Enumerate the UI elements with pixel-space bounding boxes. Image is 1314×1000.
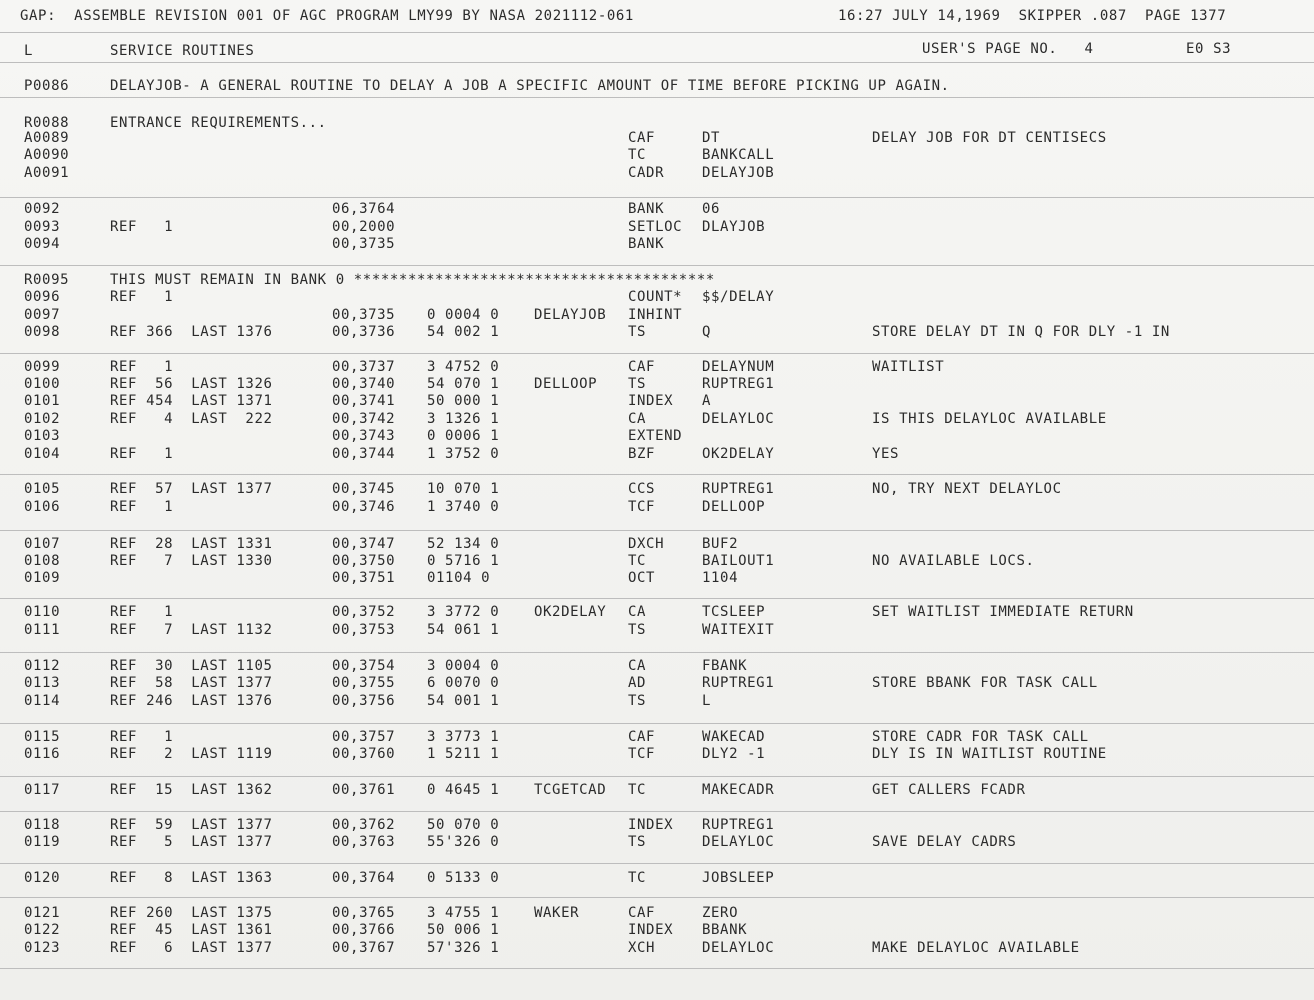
listing-addr: DELAYJOB [702, 165, 775, 181]
listing-cmt: STORE BBANK FOR TASK CALL [872, 675, 1098, 691]
listing-addr: Q [702, 324, 712, 340]
listing-loc: 00,2000 [332, 219, 396, 235]
ruled-line [0, 652, 1314, 653]
listing-op: TC [628, 870, 647, 886]
listing-loc: 00,3751 [332, 570, 396, 586]
listing-op: CAF [628, 729, 656, 745]
listing-op: COUNT* [628, 289, 683, 305]
listing-op: CCS [628, 481, 656, 497]
listing-addr: DELAYLOC [702, 411, 775, 427]
listing-code: 0 5716 1 [427, 553, 500, 569]
listing-addr: BAILOUT1 [702, 553, 775, 569]
listing-cmt: YES [872, 446, 900, 462]
listing-code: 3 4752 0 [427, 359, 500, 375]
listing-op: TS [628, 324, 647, 340]
listing-addr: DELAYLOC [702, 940, 775, 956]
listing-op: TCF [628, 746, 656, 762]
listing-op: AD [628, 675, 647, 691]
ruled-line [0, 723, 1314, 724]
listing-code: 0 0004 0 [427, 307, 500, 323]
listing-loc: 00,3741 [332, 393, 396, 409]
listing-ref: REF 1 [110, 289, 174, 305]
listing-addr: ZERO [702, 905, 739, 921]
listing-n: A0091 [24, 165, 70, 181]
listing-n: 0103 [24, 428, 61, 444]
listing-ref: REF 1 [110, 729, 174, 745]
listing-op: TCF [628, 499, 656, 515]
listing-op: CADR [628, 165, 665, 181]
listing-code: 54 002 1 [427, 324, 500, 340]
listing-loc: 00,3755 [332, 675, 396, 691]
listing-code: 3 4755 1 [427, 905, 500, 921]
listing-addr: MAKECADR [702, 782, 775, 798]
listing-n: 0115 [24, 729, 61, 745]
listing-n: 0107 [24, 536, 61, 552]
listing-cmt: STORE DELAY DT IN Q FOR DLY -1 IN [872, 324, 1170, 340]
listing-addr: BBANK [702, 922, 748, 938]
listing-cmt: STORE CADR FOR TASK CALL [872, 729, 1089, 745]
listing-n: 0094 [24, 236, 61, 252]
listing-addr: 06 [702, 201, 721, 217]
listing-n: 0117 [24, 782, 61, 798]
listing-op: BANK [628, 201, 665, 217]
listing-addr: TCSLEEP [702, 604, 766, 620]
listing-addr: RUPTREG1 [702, 675, 775, 691]
listing-op: CAF [628, 905, 656, 921]
listing-code: 1 3752 0 [427, 446, 500, 462]
listing-loc: 00,3750 [332, 553, 396, 569]
header-right: 16:27 JULY 14,1969 SKIPPER .087 PAGE 1377 [838, 8, 1227, 24]
listing-code: 1 3740 0 [427, 499, 500, 515]
listing-ref: REF 6 LAST 1377 [110, 940, 273, 956]
listing-loc: 00,3761 [332, 782, 396, 798]
listing-n: 0102 [24, 411, 61, 427]
ruled-line [0, 197, 1314, 198]
listing-loc: 00,3760 [332, 746, 396, 762]
listing-ref: REF 56 LAST 1326 [110, 376, 273, 392]
listing-ref: REF 1 [110, 604, 174, 620]
listing-loc: 00,3736 [332, 324, 396, 340]
ruled-line [0, 474, 1314, 475]
listing-loc: 00,3757 [332, 729, 396, 745]
listing-addr: BUF2 [702, 536, 739, 552]
listing-op: DXCH [628, 536, 665, 552]
listing-ref: REF 7 LAST 1132 [110, 622, 273, 638]
listing-label: DELLOOP [534, 376, 598, 392]
listing-addr: 1104 [702, 570, 739, 586]
listing-op: CA [628, 411, 647, 427]
listing-op: TS [628, 622, 647, 638]
header-left: GAP: ASSEMBLE REVISION 001 OF AGC PROGRAM LMY99 BY NASA 2021112-061 [20, 8, 634, 24]
listing-loc: 00,3744 [332, 446, 396, 462]
listing-code: 3 3773 1 [427, 729, 500, 745]
listing-ref: REF 58 LAST 1377 [110, 675, 273, 691]
listing-code: 50 070 0 [427, 817, 500, 833]
ruled-line [0, 863, 1314, 864]
listing-code: 01104 0 [427, 570, 491, 586]
listing-addr: DLY2 -1 [702, 746, 766, 762]
listing-ref: REF 454 LAST 1371 [110, 393, 273, 409]
listing-n: 0110 [24, 604, 61, 620]
listing-code: 54 070 1 [427, 376, 500, 392]
listing-code: 50 000 1 [427, 393, 500, 409]
listing-op: TC [628, 553, 647, 569]
listing-ref: REF 260 LAST 1375 [110, 905, 273, 921]
listing-loc: 00,3735 [332, 307, 396, 323]
listing-cmt: DLY IS IN WAITLIST ROUTINE [872, 746, 1107, 762]
listing-addr: RUPTREG1 [702, 817, 775, 833]
listing-code: 0 4645 1 [427, 782, 500, 798]
listing-op: BANK [628, 236, 665, 252]
listing-code: 3 3772 0 [427, 604, 500, 620]
listing-cmt: GET CALLERS FCADR [872, 782, 1026, 798]
listing-op: TC [628, 147, 647, 163]
listing-n: R0095 [24, 272, 70, 288]
listing-loc: 00,3746 [332, 499, 396, 515]
listing-code: 57'326 1 [427, 940, 500, 956]
listing-cmt: SET WAITLIST IMMEDIATE RETURN [872, 604, 1134, 620]
listing-ref: REF 4 LAST 222 [110, 411, 273, 427]
listing-addr: BANKCALL [702, 147, 775, 163]
listing-code: 50 006 1 [427, 922, 500, 938]
listing-loc: 00,3764 [332, 870, 396, 886]
listing-cmt: MAKE DELAYLOC AVAILABLE [872, 940, 1080, 956]
listing-cmt: DELAY JOB FOR DT CENTISECS [872, 130, 1107, 146]
ruled-line [0, 62, 1314, 63]
listing-loc: 00,3747 [332, 536, 396, 552]
listing-n: R0088 [24, 115, 70, 131]
listing-op: SETLOC [628, 219, 683, 235]
listing-n: 0097 [24, 307, 61, 323]
listing-op: OCT [628, 570, 656, 586]
listing-op: TS [628, 693, 647, 709]
listing-n: 0109 [24, 570, 61, 586]
listing-ref: REF 366 LAST 1376 [110, 324, 273, 340]
ruled-line [0, 265, 1314, 266]
listing-addr: RUPTREG1 [702, 376, 775, 392]
listing-code: 10 070 1 [427, 481, 500, 497]
listing-label: WAKER [534, 905, 580, 921]
listing-code: 0 5133 0 [427, 870, 500, 886]
listing-code: 52 134 0 [427, 536, 500, 552]
listing-op: TS [628, 834, 647, 850]
listing-n: 0123 [24, 940, 61, 956]
listing-loc: 00,3756 [332, 693, 396, 709]
listing-code: 1 5211 1 [427, 746, 500, 762]
listing-n: 0113 [24, 675, 61, 691]
listing-n: 0121 [24, 905, 61, 921]
listing-cmt: WAITLIST [872, 359, 945, 375]
listing-ref: REF 1 [110, 359, 174, 375]
listing-ref: REF 1 [110, 499, 174, 515]
listing-n: 0101 [24, 393, 61, 409]
listing-ref: REF 59 LAST 1377 [110, 817, 273, 833]
listing-loc: 00,3740 [332, 376, 396, 392]
listing-loc: 00,3754 [332, 658, 396, 674]
listing-op: INHINT [628, 307, 683, 323]
listing-n: 0100 [24, 376, 61, 392]
listing-loc: 00,3767 [332, 940, 396, 956]
listing-addr: $$/DELAY [702, 289, 775, 305]
listing-n: 0118 [24, 817, 61, 833]
listing-ref: REF 246 LAST 1376 [110, 693, 273, 709]
listing-n: 0111 [24, 622, 61, 638]
listing-ref: REF 2 LAST 1119 [110, 746, 273, 762]
listing-op: TS [628, 376, 647, 392]
listing-addr: FBANK [702, 658, 748, 674]
listing-loc: 00,3735 [332, 236, 396, 252]
listing-n: 0116 [24, 746, 61, 762]
listing-addr: RUPTREG1 [702, 481, 775, 497]
subheader-marker: L [24, 43, 34, 59]
listing-addr: DELLOOP [702, 499, 766, 515]
listing-op: CA [628, 658, 647, 674]
listing-op: INDEX [628, 817, 674, 833]
listing-n: 0104 [24, 446, 61, 462]
listing-code: 0 0006 1 [427, 428, 500, 444]
ruled-line [0, 353, 1314, 354]
listing-op: INDEX [628, 393, 674, 409]
listing-loc: 00,3737 [332, 359, 396, 375]
listing-code: 6 0070 0 [427, 675, 500, 691]
listing-n: 0120 [24, 870, 61, 886]
listing-op: EXTEND [628, 428, 683, 444]
listing-loc: 00,3752 [332, 604, 396, 620]
listing-addr: L [702, 693, 712, 709]
listing-ref: THIS MUST REMAIN IN BANK 0 **************************************** [110, 272, 715, 288]
listing-n: A0090 [24, 147, 70, 163]
section-title: SERVICE ROUTINES [110, 43, 255, 59]
listing-addr: A [702, 393, 712, 409]
listing-op: BZF [628, 446, 656, 462]
ruled-line [0, 968, 1314, 969]
listing-n: 0096 [24, 289, 61, 305]
listing-op: TC [628, 782, 647, 798]
listing-cmt: NO, TRY NEXT DELAYLOC [872, 481, 1062, 497]
listing-ref: REF 7 LAST 1330 [110, 553, 273, 569]
listing-loc: 00,3743 [332, 428, 396, 444]
ruled-line [0, 811, 1314, 812]
listing-ref: REF 1 [110, 219, 174, 235]
listing-label: TCGETCAD [534, 782, 607, 798]
listing-cmt: SAVE DELAY CADRS [872, 834, 1017, 850]
listing-loc: 00,3745 [332, 481, 396, 497]
listing-addr: DLAYJOB [702, 219, 766, 235]
listing-ref: REF 8 LAST 1363 [110, 870, 273, 886]
listing-loc: 00,3766 [332, 922, 396, 938]
listing-n: 0099 [24, 359, 61, 375]
ruled-line [0, 530, 1314, 531]
listing-ref: REF 28 LAST 1331 [110, 536, 273, 552]
listing-code: 54 061 1 [427, 622, 500, 638]
listing-addr: JOBSLEEP [702, 870, 775, 886]
listing-n: 0114 [24, 693, 61, 709]
listing-ref: REF 57 LAST 1377 [110, 481, 273, 497]
listing-ref: REF 1 [110, 446, 174, 462]
listing-n: 0112 [24, 658, 61, 674]
listing-addr: WAKECAD [702, 729, 766, 745]
listing-op: CAF [628, 359, 656, 375]
listing-addr: DELAYNUM [702, 359, 775, 375]
listing-ref: REF 30 LAST 1105 [110, 658, 273, 674]
listing-loc: 00,3763 [332, 834, 396, 850]
listing-loc: 00,3742 [332, 411, 396, 427]
listing-code: 54 001 1 [427, 693, 500, 709]
listing-code: 3 0004 0 [427, 658, 500, 674]
listing-code: 3 1326 1 [427, 411, 500, 427]
listing-n: 0122 [24, 922, 61, 938]
listing-addr: DELAYLOC [702, 834, 775, 850]
ruled-line [0, 598, 1314, 599]
listing-ref: REF 45 LAST 1361 [110, 922, 273, 938]
ruled-line [0, 776, 1314, 777]
listing-loc: 00,3765 [332, 905, 396, 921]
ruled-line [0, 32, 1314, 33]
listing-cmt: IS THIS DELAYLOC AVAILABLE [872, 411, 1107, 427]
listing-loc: 00,3762 [332, 817, 396, 833]
listing-loc: 00,3753 [332, 622, 396, 638]
listing-label: DELAYJOB [534, 307, 607, 323]
listing-n: 0105 [24, 481, 61, 497]
page-tag: E0 S3 [1186, 41, 1232, 57]
listing-n: 0106 [24, 499, 61, 515]
user-page-number: USER'S PAGE NO. 4 [922, 41, 1094, 57]
listing-n: 0108 [24, 553, 61, 569]
listing-n: 0092 [24, 201, 61, 217]
listing-n: 0098 [24, 324, 61, 340]
listing-addr: WAITEXIT [702, 622, 775, 638]
listing-ref: REF 5 LAST 1377 [110, 834, 273, 850]
listing-ref: REF 15 LAST 1362 [110, 782, 273, 798]
listing-ref: ENTRANCE REQUIREMENTS... [110, 115, 327, 131]
ruled-line [0, 97, 1314, 98]
listing-n: 0093 [24, 219, 61, 235]
listing-op: CAF [628, 130, 656, 146]
ruled-line [0, 897, 1314, 898]
listing-addr: OK2DELAY [702, 446, 775, 462]
listing-op: CA [628, 604, 647, 620]
listing-code: 55'326 0 [427, 834, 500, 850]
listing-n: A0089 [24, 130, 70, 146]
listing-n: 0119 [24, 834, 61, 850]
listing-ref: DELAYJOB- A GENERAL ROUTINE TO DELAY A JOB A SPECIFIC AMOUNT OF TIME BEFORE PICKING UP AGAIN. [110, 78, 950, 94]
listing-op: XCH [628, 940, 656, 956]
listing-cmt: NO AVAILABLE LOCS. [872, 553, 1035, 569]
listing-op: INDEX [628, 922, 674, 938]
listing-addr: DT [702, 130, 721, 146]
listing-n: P0086 [24, 78, 70, 94]
listing-label: OK2DELAY [534, 604, 607, 620]
listing-loc: 06,3764 [332, 201, 396, 217]
